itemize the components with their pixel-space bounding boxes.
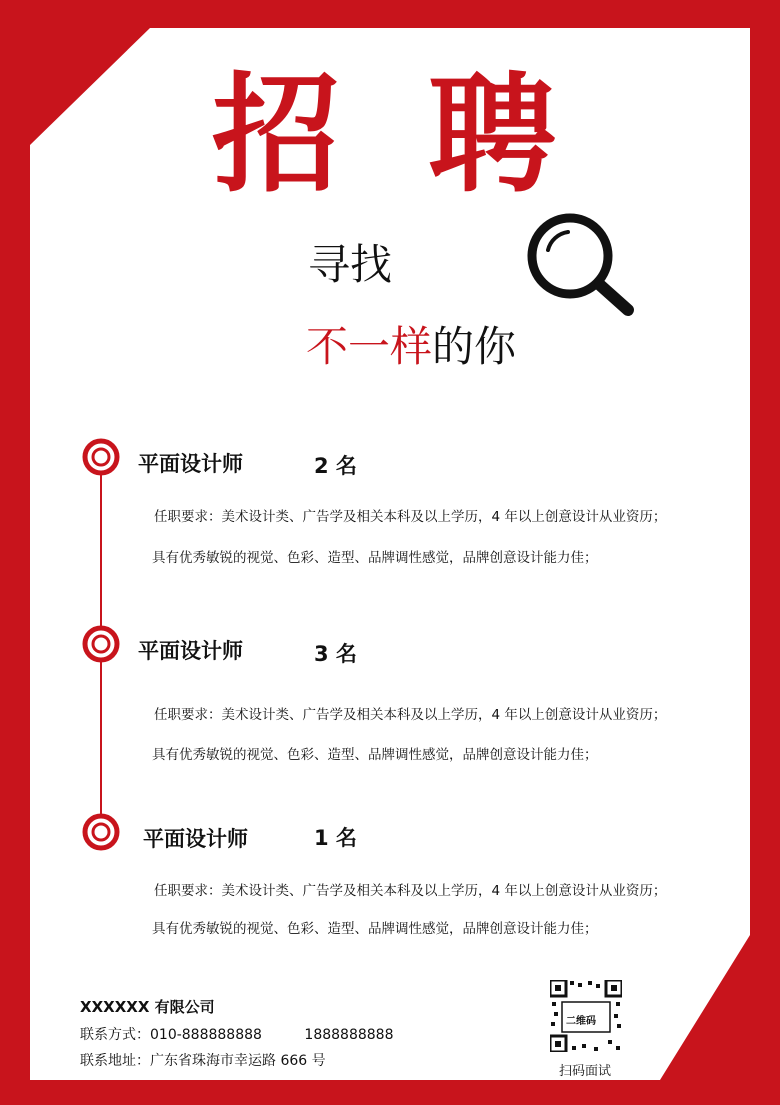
job-title: 平面设计师 — [138, 452, 243, 476]
job-count: 3 名 — [314, 642, 357, 666]
qr-caption: 扫码面试 — [559, 1064, 612, 1079]
timeline-ring-icon — [81, 624, 121, 664]
phone-number-2: 1888888888 — [304, 1027, 394, 1043]
qr-label: 二维码 — [566, 1016, 596, 1027]
company-name: XXXXXX 有限公司 — [80, 998, 215, 1016]
slogan-line-2 — [306, 314, 516, 374]
phone-number-1: 010-888888888 — [150, 1027, 262, 1043]
phone-label: 联系方式： — [80, 1027, 150, 1043]
job-requirement-line: 任职要求：美术设计类、广告学及相关本科及以上学历，4 年以上创意设计从业资历； — [154, 509, 667, 525]
job-count: 1 名 — [314, 826, 357, 850]
timeline-ring-icon — [81, 437, 121, 477]
slogan-line-1: 寻找 — [308, 240, 393, 289]
address-label: 联系地址： — [80, 1053, 150, 1069]
address-value: 广东省珠海市幸运路 666 号 — [150, 1053, 326, 1069]
job-requirement-line: 具有优秀敏锐的视觉、色彩、造型、品牌调性感觉，品牌创意设计能力佳； — [152, 921, 598, 937]
job-title: 平面设计师 — [138, 639, 243, 663]
slogan-black-text: 的你 — [432, 322, 517, 371]
title-char-pin: 聘 — [428, 61, 557, 210]
job-count: 2 名 — [314, 454, 357, 478]
job-requirement-line: 具有优秀敏锐的视觉、色彩、造型、品牌调性感觉，品牌创意设计能力佳； — [152, 550, 598, 566]
job-requirement-line: 任职要求：美术设计类、广告学及相关本科及以上学历，4 年以上创意设计从业资历； — [154, 707, 667, 723]
timeline-ring-icon — [81, 812, 121, 852]
contact-phone — [80, 1024, 393, 1044]
job-title: 平面设计师 — [143, 827, 248, 851]
title-char-zhao: 招 — [212, 61, 341, 210]
contact-address — [80, 1050, 326, 1070]
job-requirement-line: 任职要求：美术设计类、广告学及相关本科及以上学历，4 年以上创意设计从业资历； — [154, 883, 667, 899]
magnifier-icon — [522, 210, 640, 318]
slogan-red-text: 不一样 — [306, 322, 433, 371]
job-requirement-line: 具有优秀敏锐的视觉、色彩、造型、品牌调性感觉，品牌创意设计能力佳； — [152, 747, 598, 763]
